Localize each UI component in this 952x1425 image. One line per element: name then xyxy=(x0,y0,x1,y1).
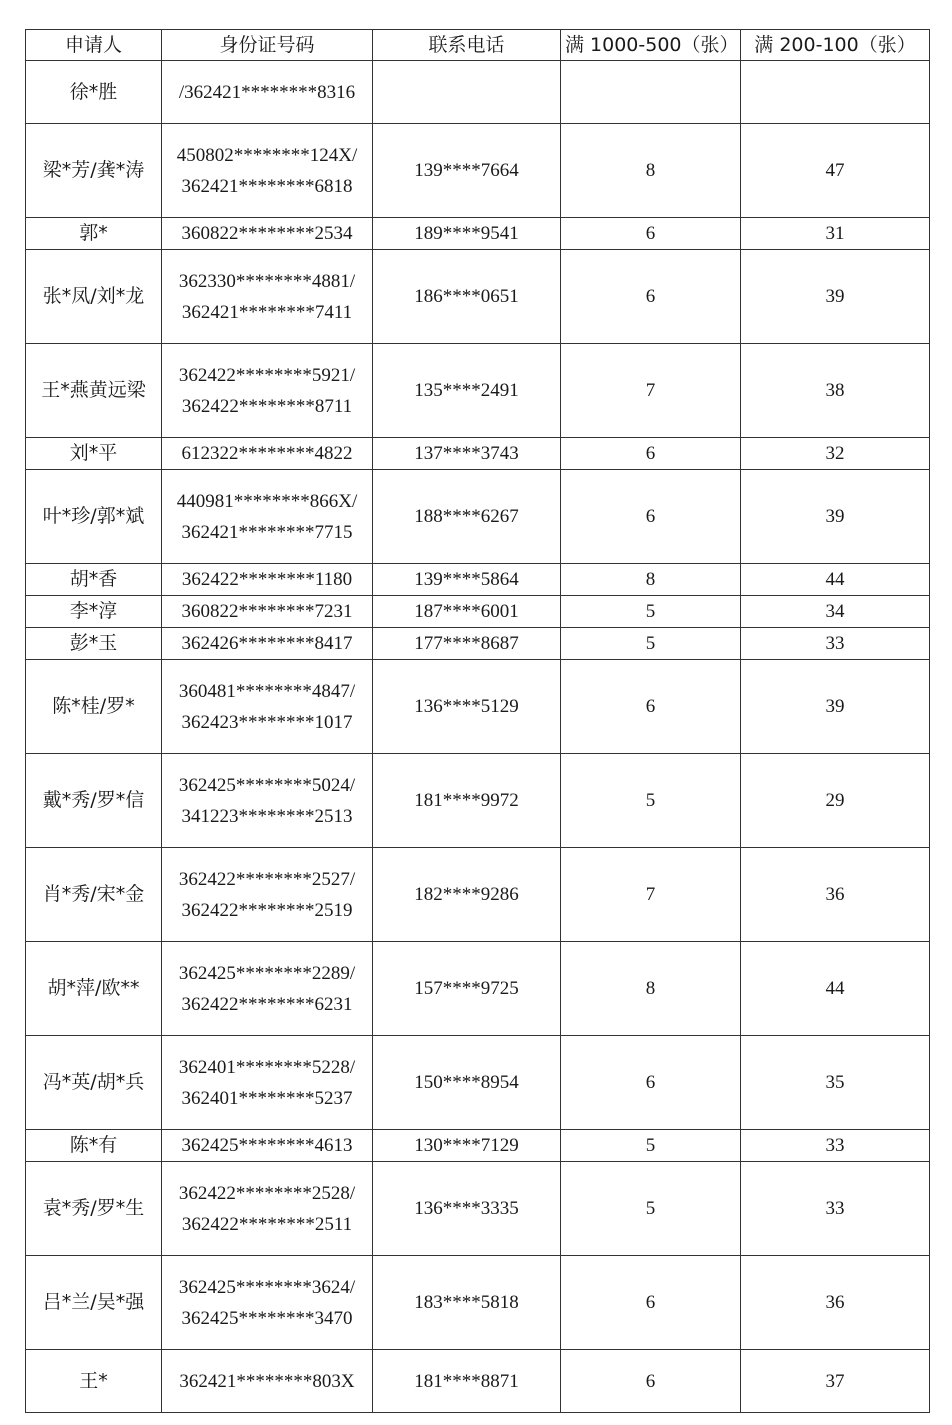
table-row xyxy=(26,344,930,438)
coupon-200-100-count: 38 xyxy=(741,344,930,438)
table-row xyxy=(26,438,930,470)
applicant-name: 王*燕黄远梁 xyxy=(26,344,162,438)
phone-number: 181****8871 xyxy=(373,1350,561,1413)
table-row xyxy=(26,596,930,628)
applicant-name: 彭*玉 xyxy=(26,628,162,660)
table-row xyxy=(26,1036,930,1130)
applicant-name: 肖*秀/宋*金 xyxy=(26,848,162,942)
coupon-1000-500-count: 8 xyxy=(561,124,741,218)
table-row xyxy=(26,754,930,848)
applicant-name: 梁*芳/龚*涛 xyxy=(26,124,162,218)
coupon-200-100-count: 33 xyxy=(741,628,930,660)
coupon-1000-500-count: 6 xyxy=(561,1350,741,1413)
coupon-1000-500-count: 8 xyxy=(561,564,741,596)
coupon-200-100-count: 47 xyxy=(741,124,930,218)
table-row xyxy=(26,660,930,754)
header-phone: 联系电话 xyxy=(373,30,561,61)
coupon-200-100-count: 35 xyxy=(741,1036,930,1130)
id-number: 360822********2534 xyxy=(162,218,373,250)
applicant-table xyxy=(25,29,930,1413)
table-row xyxy=(26,942,930,1036)
table-row xyxy=(26,250,930,344)
coupon-1000-500-count: 7 xyxy=(561,848,741,942)
phone-number: 157****9725 xyxy=(373,942,561,1036)
phone-number xyxy=(373,61,561,124)
applicant-name: 袁*秀/罗*生 xyxy=(26,1162,162,1256)
coupon-200-100-count xyxy=(741,61,930,124)
coupon-200-100-count: 39 xyxy=(741,470,930,564)
table-row xyxy=(26,1256,930,1350)
applicant-name: 王* xyxy=(26,1350,162,1413)
applicant-name: 吕*兰/吴*强 xyxy=(26,1256,162,1350)
coupon-200-100-count: 39 xyxy=(741,250,930,344)
table-row xyxy=(26,1130,930,1162)
phone-number: 150****8954 xyxy=(373,1036,561,1130)
coupon-1000-500-count: 6 xyxy=(561,1256,741,1350)
applicant-name: 张*凤/刘*龙 xyxy=(26,250,162,344)
coupon-1000-500-count xyxy=(561,61,741,124)
id-number: 612322********4822 xyxy=(162,438,373,470)
coupon-1000-500-count: 6 xyxy=(561,660,741,754)
coupon-200-100-count: 36 xyxy=(741,848,930,942)
coupon-200-100-count: 29 xyxy=(741,754,930,848)
coupon-200-100-count: 37 xyxy=(741,1350,930,1413)
id-number: 362330********4881/362421********7411 xyxy=(162,250,373,344)
phone-number: 187****6001 xyxy=(373,596,561,628)
table-row xyxy=(26,848,930,942)
table-row xyxy=(26,218,930,250)
phone-number: 181****9972 xyxy=(373,754,561,848)
applicant-name: 陈*有 xyxy=(26,1130,162,1162)
coupon-1000-500-count: 7 xyxy=(561,344,741,438)
table-row xyxy=(26,1162,930,1256)
phone-number: 183****5818 xyxy=(373,1256,561,1350)
phone-number: 139****5864 xyxy=(373,564,561,596)
coupon-200-100-count: 33 xyxy=(741,1130,930,1162)
phone-number: 139****7664 xyxy=(373,124,561,218)
coupon-1000-500-count: 6 xyxy=(561,438,741,470)
phone-number: 130****7129 xyxy=(373,1130,561,1162)
coupon-1000-500-count: 6 xyxy=(561,250,741,344)
applicant-name: 陈*桂/罗* xyxy=(26,660,162,754)
phone-number: 136****5129 xyxy=(373,660,561,754)
coupon-1000-500-count: 5 xyxy=(561,1130,741,1162)
phone-number: 135****2491 xyxy=(373,344,561,438)
coupon-1000-500-count: 8 xyxy=(561,942,741,1036)
id-number: 360822********7231 xyxy=(162,596,373,628)
coupon-200-100-count: 32 xyxy=(741,438,930,470)
id-number: 362425********3624/362425********3470 xyxy=(162,1256,373,1350)
coupon-200-100-count: 39 xyxy=(741,660,930,754)
id-number: 450802********124X/362421********6818 xyxy=(162,124,373,218)
coupon-1000-500-count: 6 xyxy=(561,218,741,250)
applicant-name: 李*淳 xyxy=(26,596,162,628)
phone-number: 182****9286 xyxy=(373,848,561,942)
coupon-200-100-count: 36 xyxy=(741,1256,930,1350)
coupon-1000-500-count: 5 xyxy=(561,596,741,628)
coupon-200-100-count: 44 xyxy=(741,942,930,1036)
coupon-1000-500-count: 5 xyxy=(561,628,741,660)
table-header-row xyxy=(26,30,930,61)
table-row xyxy=(26,1350,930,1413)
coupon-1000-500-count: 6 xyxy=(561,1036,741,1130)
header-applicant: 申请人 xyxy=(26,30,162,61)
id-number: 362425********2289/362422********6231 xyxy=(162,942,373,1036)
coupon-200-100-count: 34 xyxy=(741,596,930,628)
id-number: 362422********2528/362422********2511 xyxy=(162,1162,373,1256)
phone-number: 186****0651 xyxy=(373,250,561,344)
header-id-number: 身份证号码 xyxy=(162,30,373,61)
coupon-1000-500-count: 6 xyxy=(561,470,741,564)
id-number: 360481********4847/362423********1017 xyxy=(162,660,373,754)
table-row xyxy=(26,628,930,660)
phone-number: 137****3743 xyxy=(373,438,561,470)
id-number: 362426********8417 xyxy=(162,628,373,660)
table-row xyxy=(26,124,930,218)
phone-number: 188****6267 xyxy=(373,470,561,564)
id-number: 362421********803X xyxy=(162,1350,373,1413)
table-row xyxy=(26,564,930,596)
coupon-200-100-count: 44 xyxy=(741,564,930,596)
coupon-1000-500-count: 5 xyxy=(561,1162,741,1256)
id-number: 362425********4613 xyxy=(162,1130,373,1162)
id-number: 440981********866X/362421********7715 xyxy=(162,470,373,564)
header-coupon-1000-500: 满 1000-500（张） xyxy=(561,30,741,61)
coupon-1000-500-count: 5 xyxy=(561,754,741,848)
phone-number: 177****8687 xyxy=(373,628,561,660)
applicant-name: 胡*香 xyxy=(26,564,162,596)
phone-number: 136****3335 xyxy=(373,1162,561,1256)
applicant-name: 胡*萍/欧** xyxy=(26,942,162,1036)
coupon-200-100-count: 33 xyxy=(741,1162,930,1256)
id-number: 362401********5228/362401********5237 xyxy=(162,1036,373,1130)
id-number: 362425********5024/341223********2513 xyxy=(162,754,373,848)
applicant-name: 叶*珍/郭*斌 xyxy=(26,470,162,564)
id-number: /362421********8316 xyxy=(162,61,373,124)
table-row xyxy=(26,470,930,564)
id-number: 362422********5921/362422********8711 xyxy=(162,344,373,438)
applicant-name: 戴*秀/罗*信 xyxy=(26,754,162,848)
header-coupon-200-100: 满 200-100（张） xyxy=(741,30,930,61)
applicant-name: 刘*平 xyxy=(26,438,162,470)
applicant-name: 冯*英/胡*兵 xyxy=(26,1036,162,1130)
applicant-name: 徐*胜 xyxy=(26,61,162,124)
id-number: 362422********1180 xyxy=(162,564,373,596)
table-row xyxy=(26,61,930,124)
phone-number: 189****9541 xyxy=(373,218,561,250)
coupon-200-100-count: 31 xyxy=(741,218,930,250)
id-number: 362422********2527/362422********2519 xyxy=(162,848,373,942)
applicant-name: 郭* xyxy=(26,218,162,250)
